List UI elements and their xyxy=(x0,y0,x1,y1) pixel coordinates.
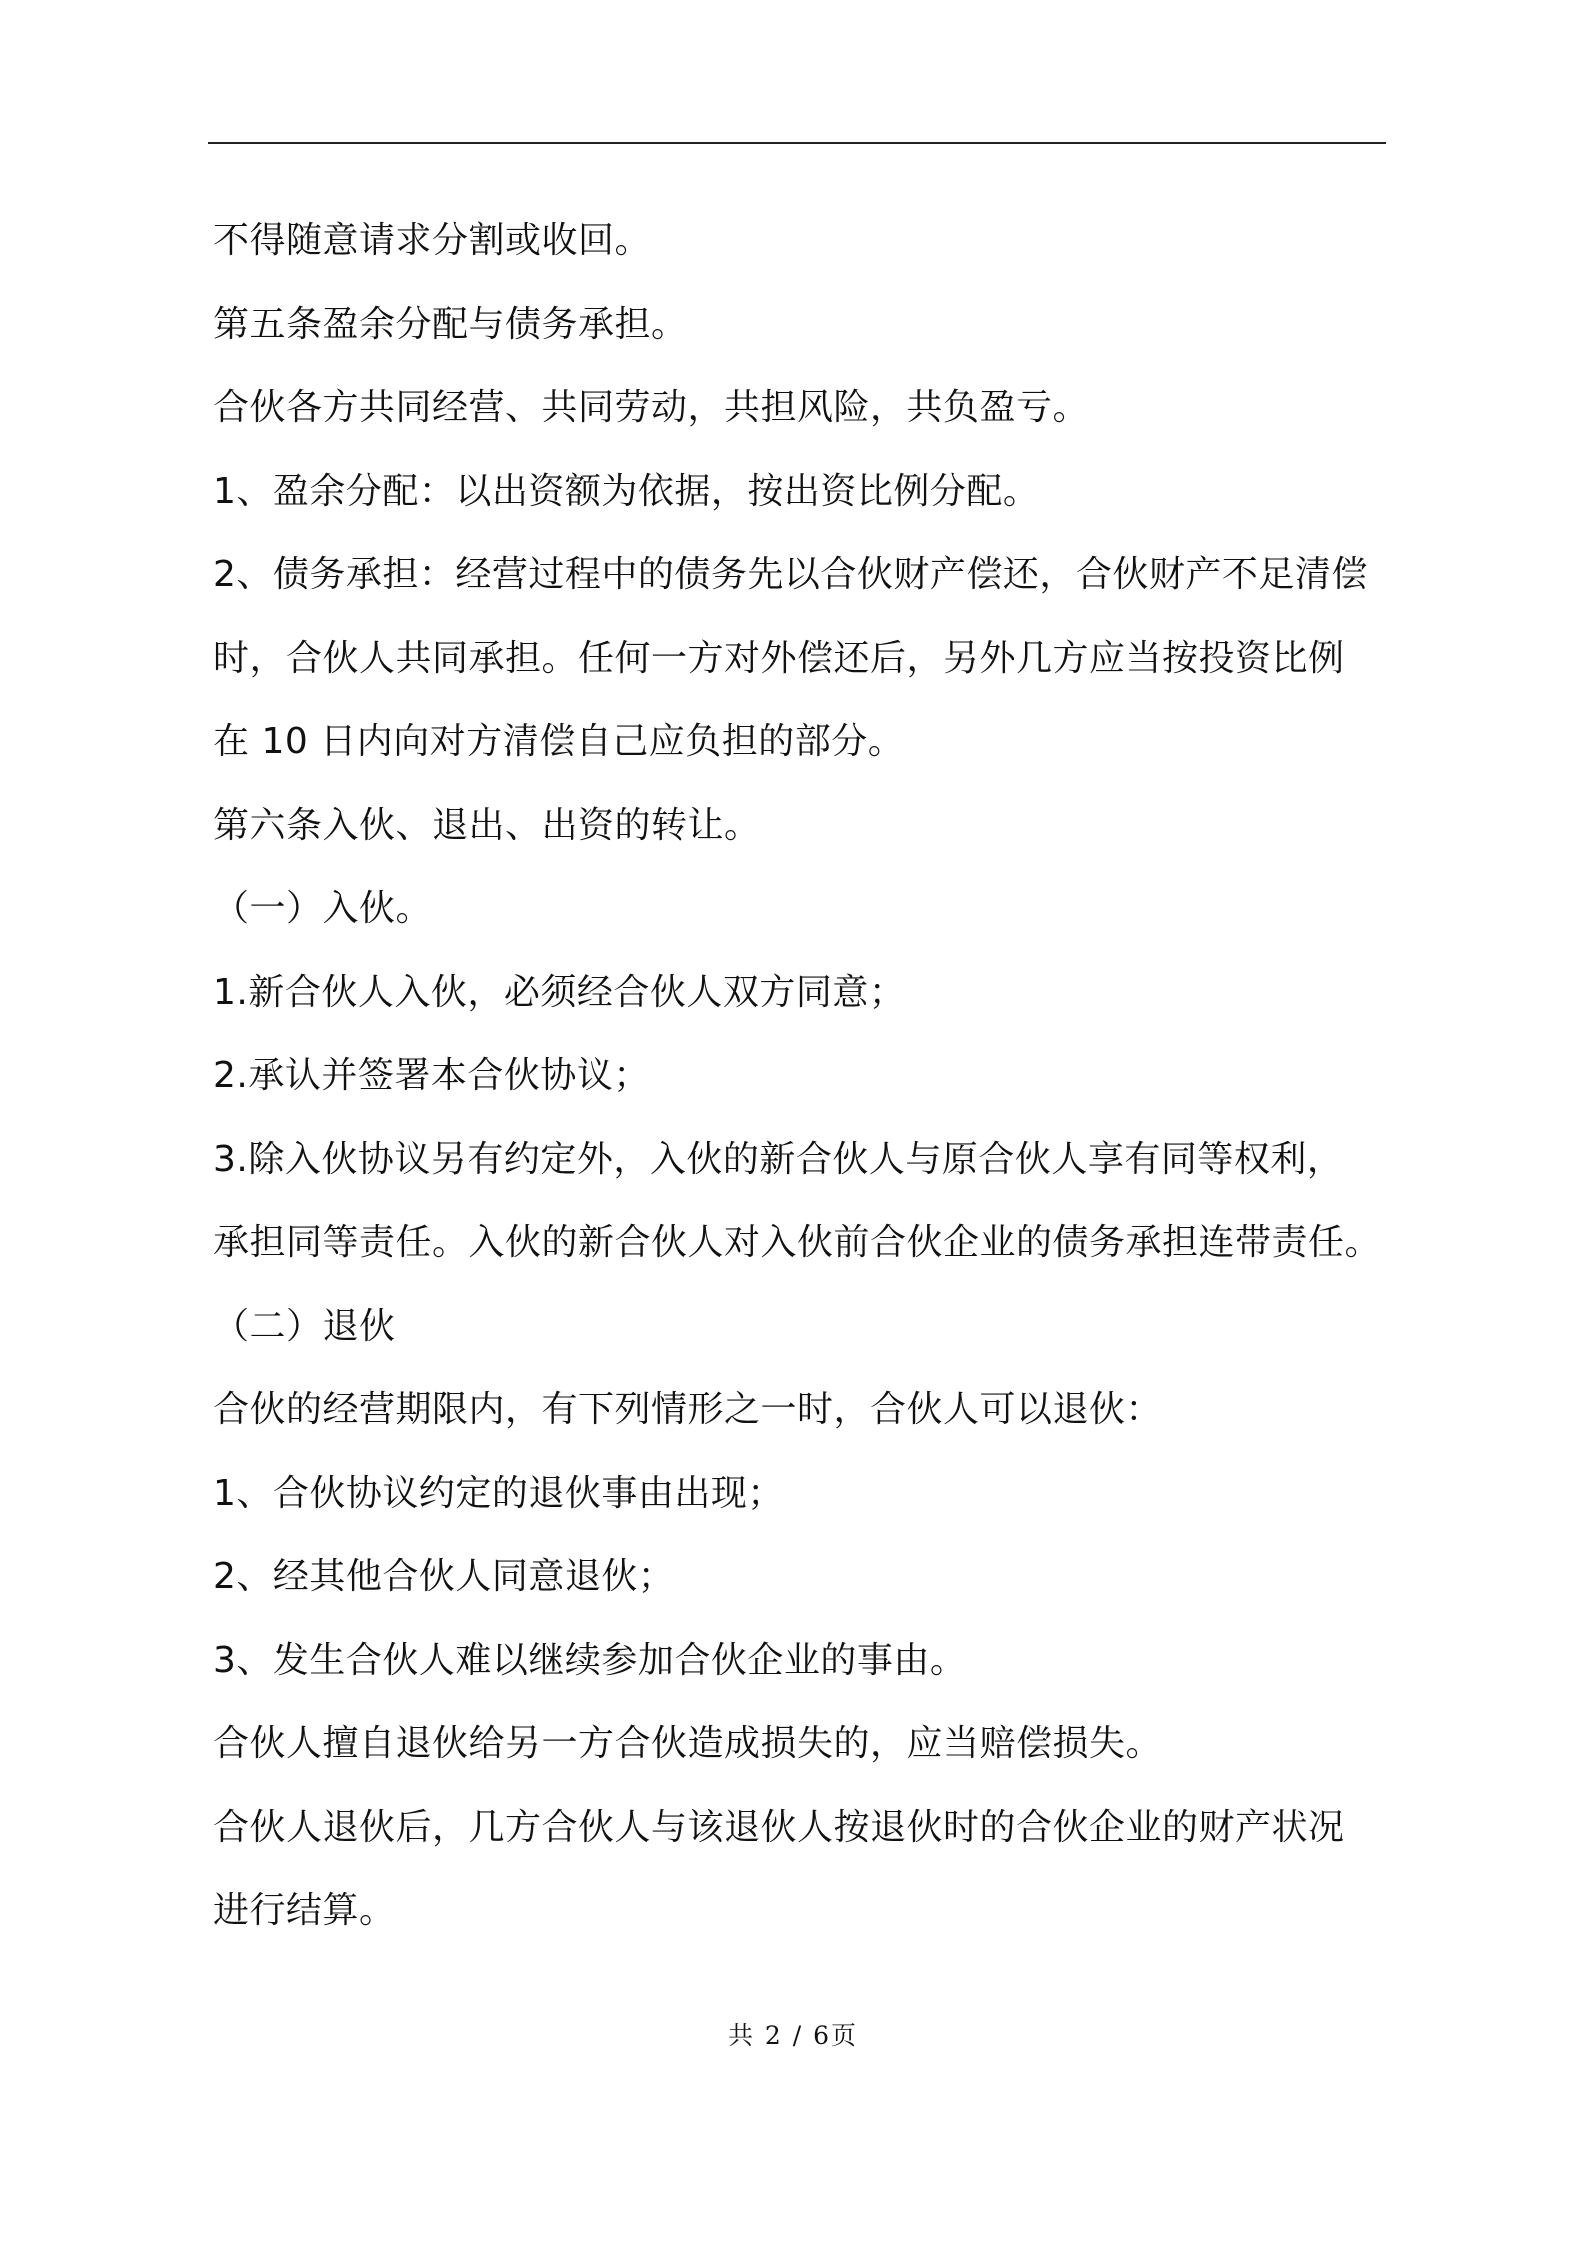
text-line: 时，合伙人共同承担。任何一方对外偿还后，另外几方应当按投资比例 xyxy=(213,637,1345,679)
section-heading: 第五条盈余分配与债务承担。 xyxy=(213,303,688,345)
list-item: 1、合伙协议约定的退伙事由出现； xyxy=(213,1472,784,1514)
section-heading: 第六条入伙、退出、出资的转让。 xyxy=(213,804,761,846)
list-item: 3.除入伙协议另有约定外，入伙的新合伙人与原合伙人享有同等权利， xyxy=(213,1138,1344,1180)
text-line: 合伙人退伙后，几方合伙人与该退伙人按退伙时的合伙企业的财产状况 xyxy=(213,1806,1345,1848)
list-item: 1、盈余分配：以出资额为依据，按出资比例分配。 xyxy=(213,470,1040,512)
text-line: 承担同等责任。入伙的新合伙人对入伙前合伙企业的债务承担连带责任。 xyxy=(213,1222,1382,1263)
text-line: 在 10 日内向对方清偿自己应负担的部分。 xyxy=(213,721,905,762)
page-number: 共 2 / 6页 xyxy=(727,2021,859,2050)
list-item: 1.新合伙人入伙，必须经合伙人双方同意； xyxy=(213,971,906,1013)
text-line: 合伙的经营期限内，有下列情形之一时，合伙人可以退伙： xyxy=(213,1389,1163,1430)
text-line: 合伙人擅自退伙给另一方合伙造成损失的，应当赔偿损失。 xyxy=(213,1723,1163,1764)
list-item: 2、经其他合伙人同意退伙； xyxy=(213,1556,675,1597)
list-item: 3、发生合伙人难以继续参加合伙企业的事由。 xyxy=(213,1639,967,1681)
header-divider xyxy=(208,142,1386,144)
text-line: 合伙各方共同经营、共同劳动，共担风险，共负盈亏。 xyxy=(213,387,1090,428)
document-body xyxy=(213,207,1413,1961)
list-item: 2.承认并签署本合伙协议； xyxy=(213,1055,650,1096)
text-line: 进行结算。 xyxy=(213,1890,396,1931)
subsection-heading: （一）入伙。 xyxy=(213,888,433,929)
subsection-heading: （二）退伙 xyxy=(213,1305,396,1347)
list-item: 2、债务承担：经营过程中的债务先以合伙财产偿还，合伙财产不足清偿 xyxy=(213,554,1368,595)
text-line: 不得随意请求分割或收回。 xyxy=(213,220,652,261)
